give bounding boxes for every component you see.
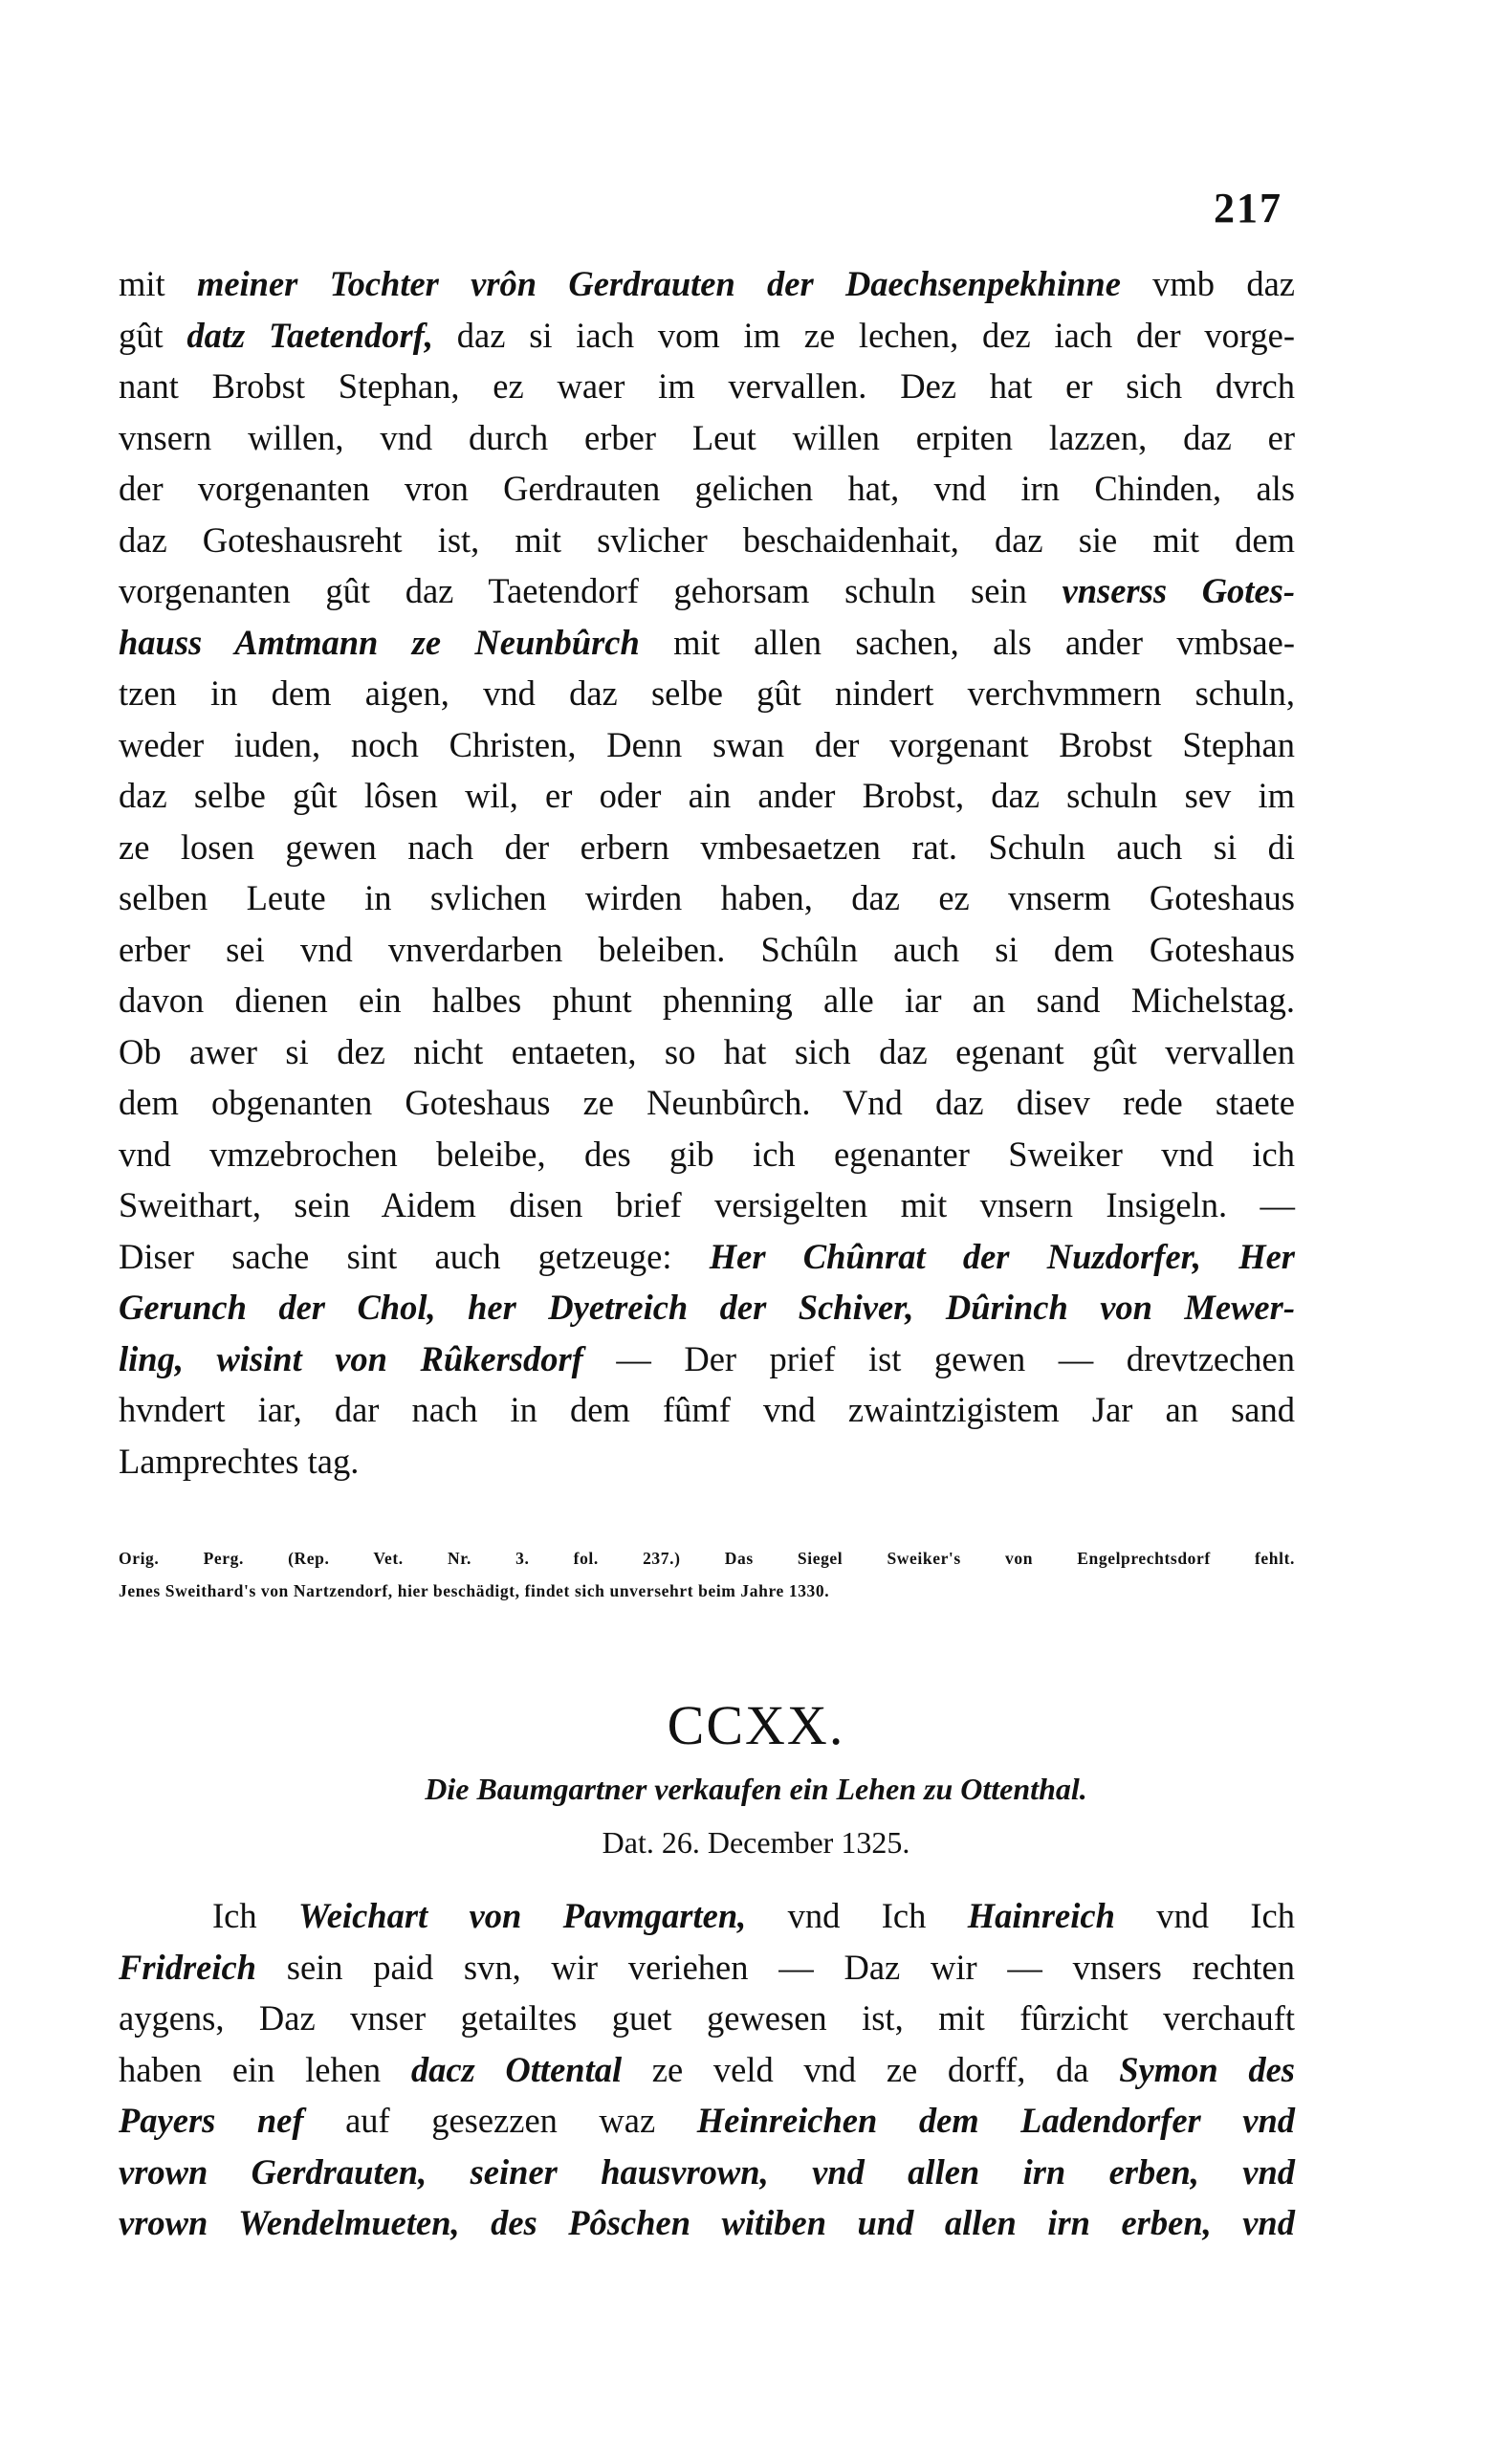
text-segment: der vorgenanten vron Gerdrauten gelichen hat, vnd irn Chinden, als xyxy=(119,469,1295,508)
text-line xyxy=(119,1436,1295,1487)
text-line xyxy=(119,1129,1295,1180)
text-segment: vnd vmzebrochen beleibe, des gib ich egenanter Sweiker vnd ich xyxy=(119,1134,1295,1174)
text-segment: mit allen sachen, als ander vmbsae- xyxy=(639,622,1295,662)
italic-segment: ling, wisint von Rûkersdorf xyxy=(119,1338,583,1378)
text-segment: ze losen gewen nach der erbern vmbesaetzen rat. Schuln auch si di xyxy=(119,826,1295,867)
text-segment xyxy=(427,2152,470,2192)
italic-segment: seiner hausvrown, vnd allen irn erben, vnd xyxy=(470,2151,1296,2192)
text-line xyxy=(119,412,1295,464)
text-segment: tzen in dem aigen, vnd daz selbe gût nindert verchvmmern schuln, xyxy=(119,673,1295,713)
text-line xyxy=(119,1333,1295,1385)
text-segment: — Der prief ist gewen — drevtzechen xyxy=(582,1338,1295,1378)
text-segment: daz selbe gût lôsen wil, er oder ain ander Brobst, daz schuln sev im xyxy=(119,776,1295,815)
text-segment: mit xyxy=(119,264,197,303)
text-line xyxy=(119,975,1295,1026)
text-segment: vmb daz xyxy=(1120,264,1295,303)
text-segment: dem obgenanten Goteshaus ze Neunbûrch. Vnd daz disev rede staete xyxy=(119,1083,1295,1122)
charter-text xyxy=(119,1890,1295,2249)
text-line xyxy=(119,1942,1295,1994)
text-segment: vorgenanten gût daz Taetendorf gehorsam schuln sein xyxy=(119,571,1063,610)
text-segment: Sweithart, sein Aidem disen brief versigelten mit vnsern Insigeln. — xyxy=(119,1185,1295,1224)
text-line xyxy=(119,2197,1295,2249)
text-segment: ze veld vnd ze dorff, da xyxy=(622,2049,1120,2089)
footnote xyxy=(119,1542,1295,1607)
charter-number: CCXX. xyxy=(667,1694,845,1756)
italic-segment: vrown Wendelmueten, des Pôschen witiben und allen irn erben, vnd xyxy=(119,2203,1295,2242)
text-segment: nant Brobst Stephan, ez waer im vervallen. Dez hat er sich dvrch xyxy=(119,366,1295,406)
text-segment: haben ein lehen xyxy=(119,2049,411,2089)
text-line xyxy=(119,1384,1295,1436)
text-line xyxy=(119,258,1295,310)
text-line xyxy=(119,2147,1295,2198)
text-segment: vnsern willen, vnd durch erber Leut willen erpiten lazzen, daz er xyxy=(119,417,1295,457)
text-line xyxy=(119,1993,1295,2044)
page-number: 217 xyxy=(1214,185,1282,231)
text-line xyxy=(119,1231,1295,1283)
text-line xyxy=(119,924,1295,976)
text-line xyxy=(119,1077,1295,1129)
italic-segment: Heinreichen dem Ladendorfer vnd xyxy=(696,2101,1296,2140)
italic-segment: Payers nef xyxy=(119,2101,304,2140)
italic-segment: Weichart von Pavmgarten, xyxy=(297,1896,747,1935)
text-segment: Diser sache sint auch getzeuge: xyxy=(119,1236,710,1276)
text-segment: Lamprechtes tag. xyxy=(119,1441,360,1481)
italic-segment: Fridreich xyxy=(119,1947,256,1987)
text-line xyxy=(119,2044,1295,2096)
text-segment: Ich xyxy=(212,1896,298,1935)
text-line xyxy=(119,310,1295,362)
italic-segment: dacz Ottental xyxy=(410,2049,623,2089)
text-line xyxy=(119,361,1295,412)
italic-segment: Her Chûnrat der Nuzdorfer, Her xyxy=(709,1236,1295,1276)
text-line xyxy=(119,822,1295,873)
footnote-line: Orig. Perg. (Rep. Vet. Nr. 3. fol. 237.) Das Siegel Sweiker's von Engelprechtsdorf fehlt. xyxy=(119,1549,1295,1568)
text-segment: vnd Ich xyxy=(746,1896,968,1935)
text-segment: daz Goteshausreht ist, mit svlicher beschaidenhait, daz sie mit dem xyxy=(119,519,1295,560)
text-segment: sein paid svn, wir veriehen — Daz wir — vnsers rechten xyxy=(256,1947,1295,1987)
text-segment: davon dienen ein halbes phunt phenning alle iar an sand Michelstag. xyxy=(119,981,1295,1020)
text-line xyxy=(119,515,1295,566)
text-segment: auf gesezzen waz xyxy=(303,2101,697,2140)
text-segment: vnd Ich xyxy=(1114,1896,1296,1935)
text-segment: selben Leute in svlichen wirden haben, daz ez vnserm Goteshaus xyxy=(119,878,1295,917)
text-line xyxy=(119,872,1295,924)
charter-date: Dat. 26. December 1325. xyxy=(602,1825,910,1860)
text-line xyxy=(119,719,1295,771)
italic-segment: Symon des xyxy=(1119,2049,1295,2089)
italic-segment: hauss Amtmann ze Neunbûrch xyxy=(119,622,640,662)
text-segment: gût xyxy=(119,315,187,355)
text-segment: weder iuden, noch Christen, Denn swan der vorgenant Brobst Stephan xyxy=(119,724,1295,764)
charter-text-continued xyxy=(119,258,1295,1487)
italic-segment: vnserss Gotes- xyxy=(1062,571,1295,610)
text-segment: erber sei vnd vnverdarben beleiben. Schûln auch si dem Goteshaus xyxy=(119,929,1295,969)
charter-title: Die Baumgartner verkaufen ein Lehen zu Ottenthal. xyxy=(425,1772,1087,1806)
italic-segment: vrown Gerdrauten, xyxy=(119,2151,427,2192)
italic-segment: datz Taetendorf, xyxy=(186,315,434,355)
text-segment: Ob awer si dez nicht entaeten, so hat sich daz egenant gût vervallen xyxy=(119,1031,1295,1071)
text-line xyxy=(119,565,1295,617)
italic-segment: Hainreich xyxy=(967,1896,1115,1935)
text-segment: daz si iach vom im ze lechen, dez iach der vorge- xyxy=(433,315,1295,355)
text-line xyxy=(119,617,1295,669)
text-line xyxy=(119,2095,1295,2147)
footnote-line: Jenes Sweithard's von Nartzendorf, hier beschädigt, findet sich unversehrt beim Jahre 1330. xyxy=(119,1581,830,1600)
text-line xyxy=(119,1026,1295,1078)
text-line xyxy=(119,1282,1295,1333)
italic-segment: Gerunch der Chol, her Dyetreich der Schiver, Dûrinch von Mewer- xyxy=(119,1288,1295,1327)
text-line xyxy=(119,668,1295,719)
text-line xyxy=(119,770,1295,822)
text-segment: hvndert iar, dar nach in dem fûmf vnd zwaintzigistem Jar an sand xyxy=(119,1390,1295,1429)
text-line xyxy=(119,463,1295,515)
text-line xyxy=(119,1179,1295,1231)
text-segment: aygens, Daz vnser getailtes guet gewesen ist, mit fûrzicht verchauft xyxy=(119,1998,1295,2038)
italic-segment: meiner Tochter vrôn Gerdrauten der Daechsenpekhinne xyxy=(196,264,1121,303)
text-line xyxy=(119,1890,1295,1942)
